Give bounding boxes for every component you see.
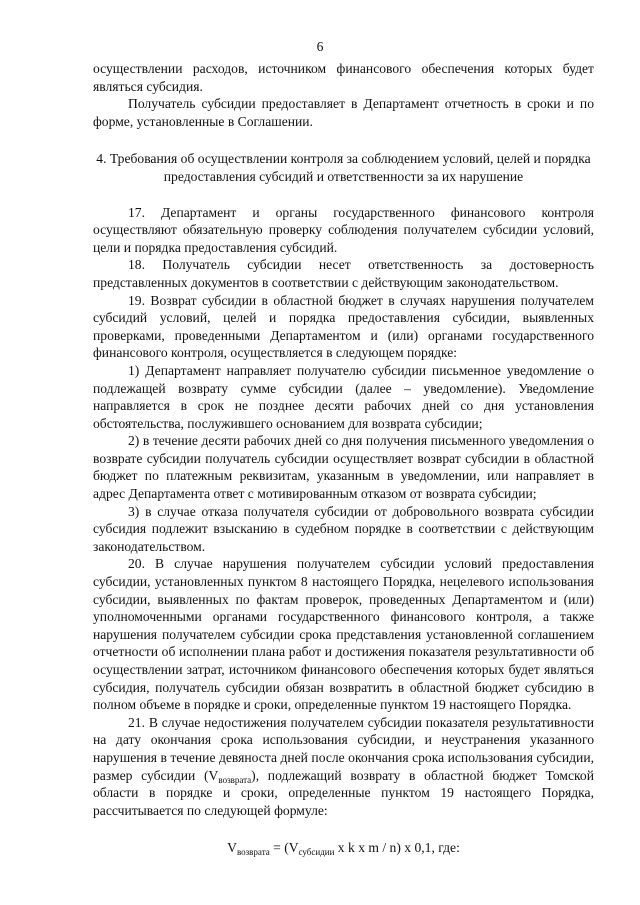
paragraph-21-subscript: возврата xyxy=(218,774,252,785)
formula-mid: = (V xyxy=(269,840,299,856)
paragraph-21 xyxy=(93,714,594,820)
page-number: 6 xyxy=(316,39,324,54)
refund-formula xyxy=(93,839,594,857)
formula-mid-subscript: субсидии xyxy=(298,847,335,858)
paragraph-19-item-2: 2) в течение десяти рабочих дней со дня получения письменного уведомления о возврате субсидии получатель субсидии осуществляет возврат субсидии в областной бюджет по платежным реквизитам, указанным в уведомлении, или направляет в адрес Департамента ответ с мотивированным отказом от возврата субсидии; xyxy=(93,433,594,502)
paragraph-18: 18. Получатель субсидии несет ответственность за достоверность представленных документов в соответствии с действующим законодательством. xyxy=(93,257,594,290)
paragraph-reporting: Получатель субсидии предоставляет в Департамент отчетность в сроки и по форме, установленные в Соглашении. xyxy=(93,96,594,129)
paragraph-continuation: осуществлении расходов, источником финансового обеспечения которых будет являться субсидия. xyxy=(93,61,594,94)
formula-lhs-subscript: возврата xyxy=(236,847,270,858)
section-heading: 4. Требования об осуществлении контроля за соблюдением условий, целей и порядка предоставления субсидий и ответственности за их нарушение xyxy=(96,151,591,184)
paragraph-19-item-1: 1) Департамент направляет получателю субсидии письменное уведомление о подлежащей возврату сумме субсидии (далее – уведомление). Уведомление направляется в срок не позднее десяти рабочих дней со дня установления обстоятельства, послужившего основанием для возврата субсидии; xyxy=(93,362,594,431)
paragraph-20: 20. В случае нарушения получателем субсидии условий предоставления субсидии, установленных пунктом 8 настоящего Порядка, нецелевого использования субсидии, выявленных по фактам проверок, проведенных Департаментом и (или) уполномоченными органами государственного финансового контроля, а также нарушения получателем субсидии срока представления установленной соглашением отчетности об исполнении плана работ и достижения показателя результативности об осуществлении затрат, источником финансового обеспечения которых будет являться субсидия, получатель субсидии обязан возвратить в областной бюджет субсидию в полном объеме в порядке и сроки, определенные пунктом 19 настоящего Порядка. xyxy=(93,556,594,713)
formula-lhs: V xyxy=(227,840,237,856)
paragraph-21-end: ), подлежащий возврату в областной бюджет Томской области в порядке и сроки, определенные пунктом 19 настоящего Порядка, рассчитывается по следующей формуле: xyxy=(93,767,594,818)
paragraph-21-start: 21. В случае недостижения получателем субсидии показателя результативности на дату окончания срока использования субсидии, и неустранения указанного нарушения в течение девяноста дней после окончания срока использования субсидии, размер субсидии (V xyxy=(93,714,594,783)
paragraph-19: 19. Возврат субсидии в областной бюджет в случаях нарушения получателем субсидий условий, целей и порядка предоставления субсидии, выявленных проверками, проведенными Департаментом и (или) органами государственного финансового контроля, осуществляется в следующем порядке: xyxy=(93,292,594,361)
paragraph-17: 17. Департамент и органы государственного финансового контроля осуществляют обязательную проверку соблюдения получателем субсидии условий, цели и порядка предоставления субсидий. xyxy=(93,204,594,255)
paragraph-19-item-3: 3) в случае отказа получателя субсидии от добровольного возврата субсидии субсидия подлежит взысканию в судебном порядке в соответствии с действующим законодательством. xyxy=(93,503,594,554)
page-body xyxy=(93,60,594,857)
formula-rhs: x k x m / n) x 0,1, где: xyxy=(334,840,460,856)
